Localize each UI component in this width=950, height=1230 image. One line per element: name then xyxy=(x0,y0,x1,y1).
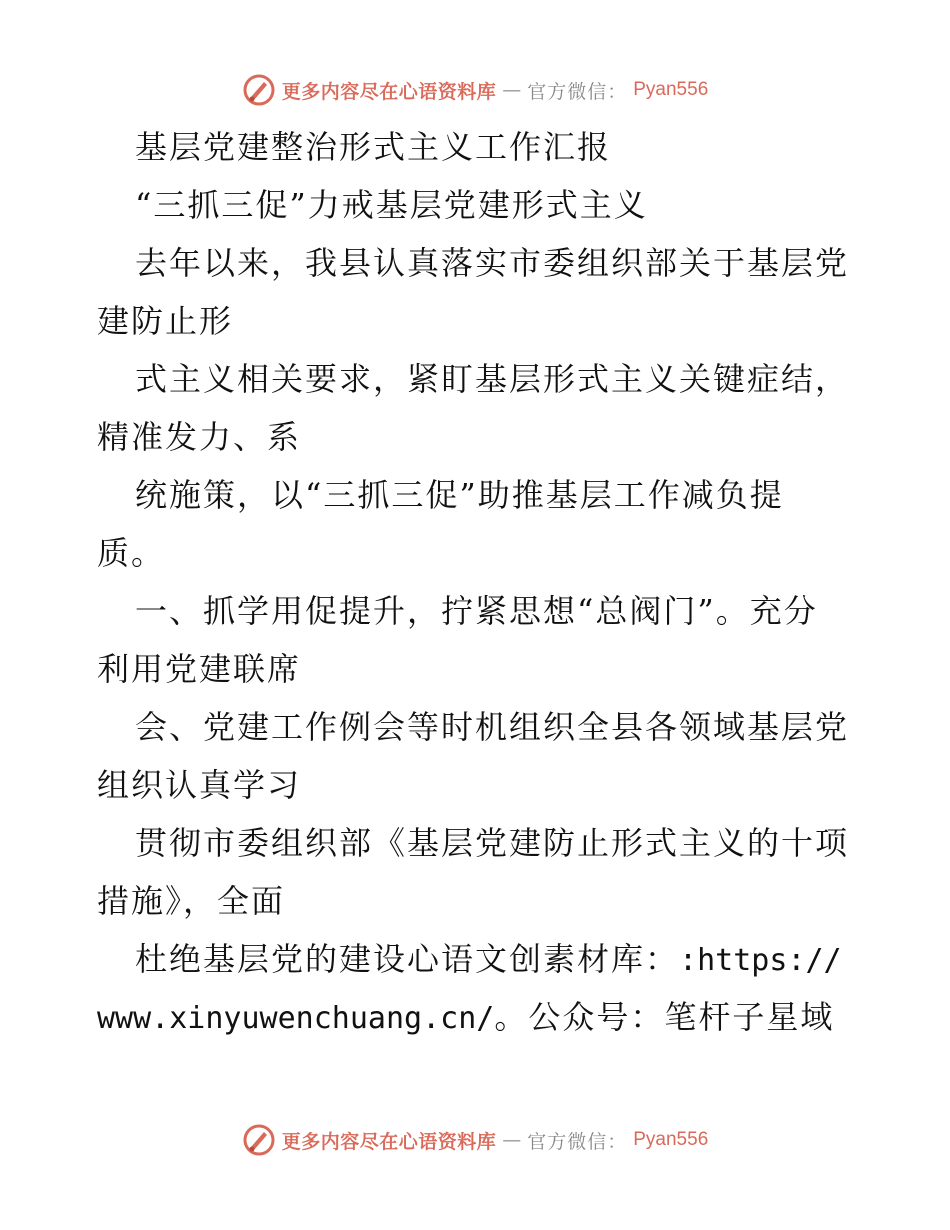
paragraph-line xyxy=(97,988,857,1046)
paragraph-line: 利用党建联席 xyxy=(97,650,302,688)
paragraph-line: 精准发力、系 xyxy=(97,418,302,456)
footer-watermark xyxy=(0,1120,950,1160)
watermark-wechat-id: Pyan556 xyxy=(633,1129,709,1150)
brush-logo-icon xyxy=(242,73,276,107)
document-body xyxy=(97,118,857,1046)
watermark-dash: — xyxy=(502,79,522,101)
document-title: 基层党建整治形式主义工作汇报 xyxy=(135,128,612,166)
paragraph-line: 建防止形 xyxy=(97,302,234,340)
paragraph-line: 质。 xyxy=(97,534,166,572)
paragraph-line: 一、抓学用促提升，拧紧思想“总阀门”。充分 xyxy=(135,592,818,630)
paragraph-line: 统施策，以“三抓三促”助推基层工作减负提 xyxy=(135,476,784,514)
watermark-wechat-label: 官方微信： xyxy=(527,1130,628,1153)
header-watermark xyxy=(0,70,950,110)
watermark-text: 更多内容尽在心语资料库 xyxy=(281,1130,497,1153)
paragraph-line xyxy=(97,930,857,988)
paragraph-line: 式主义相关要求，紧盯基层形式主义关键症结， xyxy=(135,360,850,398)
promo-url-part: www.xinyuwenchuang.cn/ xyxy=(97,1001,495,1036)
promo-text: 。公众号：笔杆子星域 xyxy=(494,998,835,1036)
promo-url-part: :https:// xyxy=(679,943,842,978)
paragraph-line: 去年以来，我县认真落实市委组织部关于基层党 xyxy=(135,244,850,282)
document-subtitle: “三抓三促”力戒基层党建形式主义 xyxy=(135,186,648,224)
paragraph-line: 贯彻市委组织部《基层党建防止形式主义的十项 xyxy=(135,824,850,862)
paragraph-line: 组织认真学习 xyxy=(97,766,302,804)
brush-logo-icon xyxy=(242,1123,276,1157)
paragraph-line: 会、党建工作例会等时机组织全县各领域基层党 xyxy=(135,708,850,746)
promo-text: 杜绝基层党的建设心语文创素材库： xyxy=(135,940,680,978)
watermark-text: 更多内容尽在心语资料库 xyxy=(281,80,497,103)
watermark-wechat-id: Pyan556 xyxy=(633,79,709,100)
watermark-dash: — xyxy=(502,1129,522,1151)
watermark-wechat-label: 官方微信： xyxy=(527,80,628,103)
paragraph-line: 措施》，全面 xyxy=(97,882,286,920)
